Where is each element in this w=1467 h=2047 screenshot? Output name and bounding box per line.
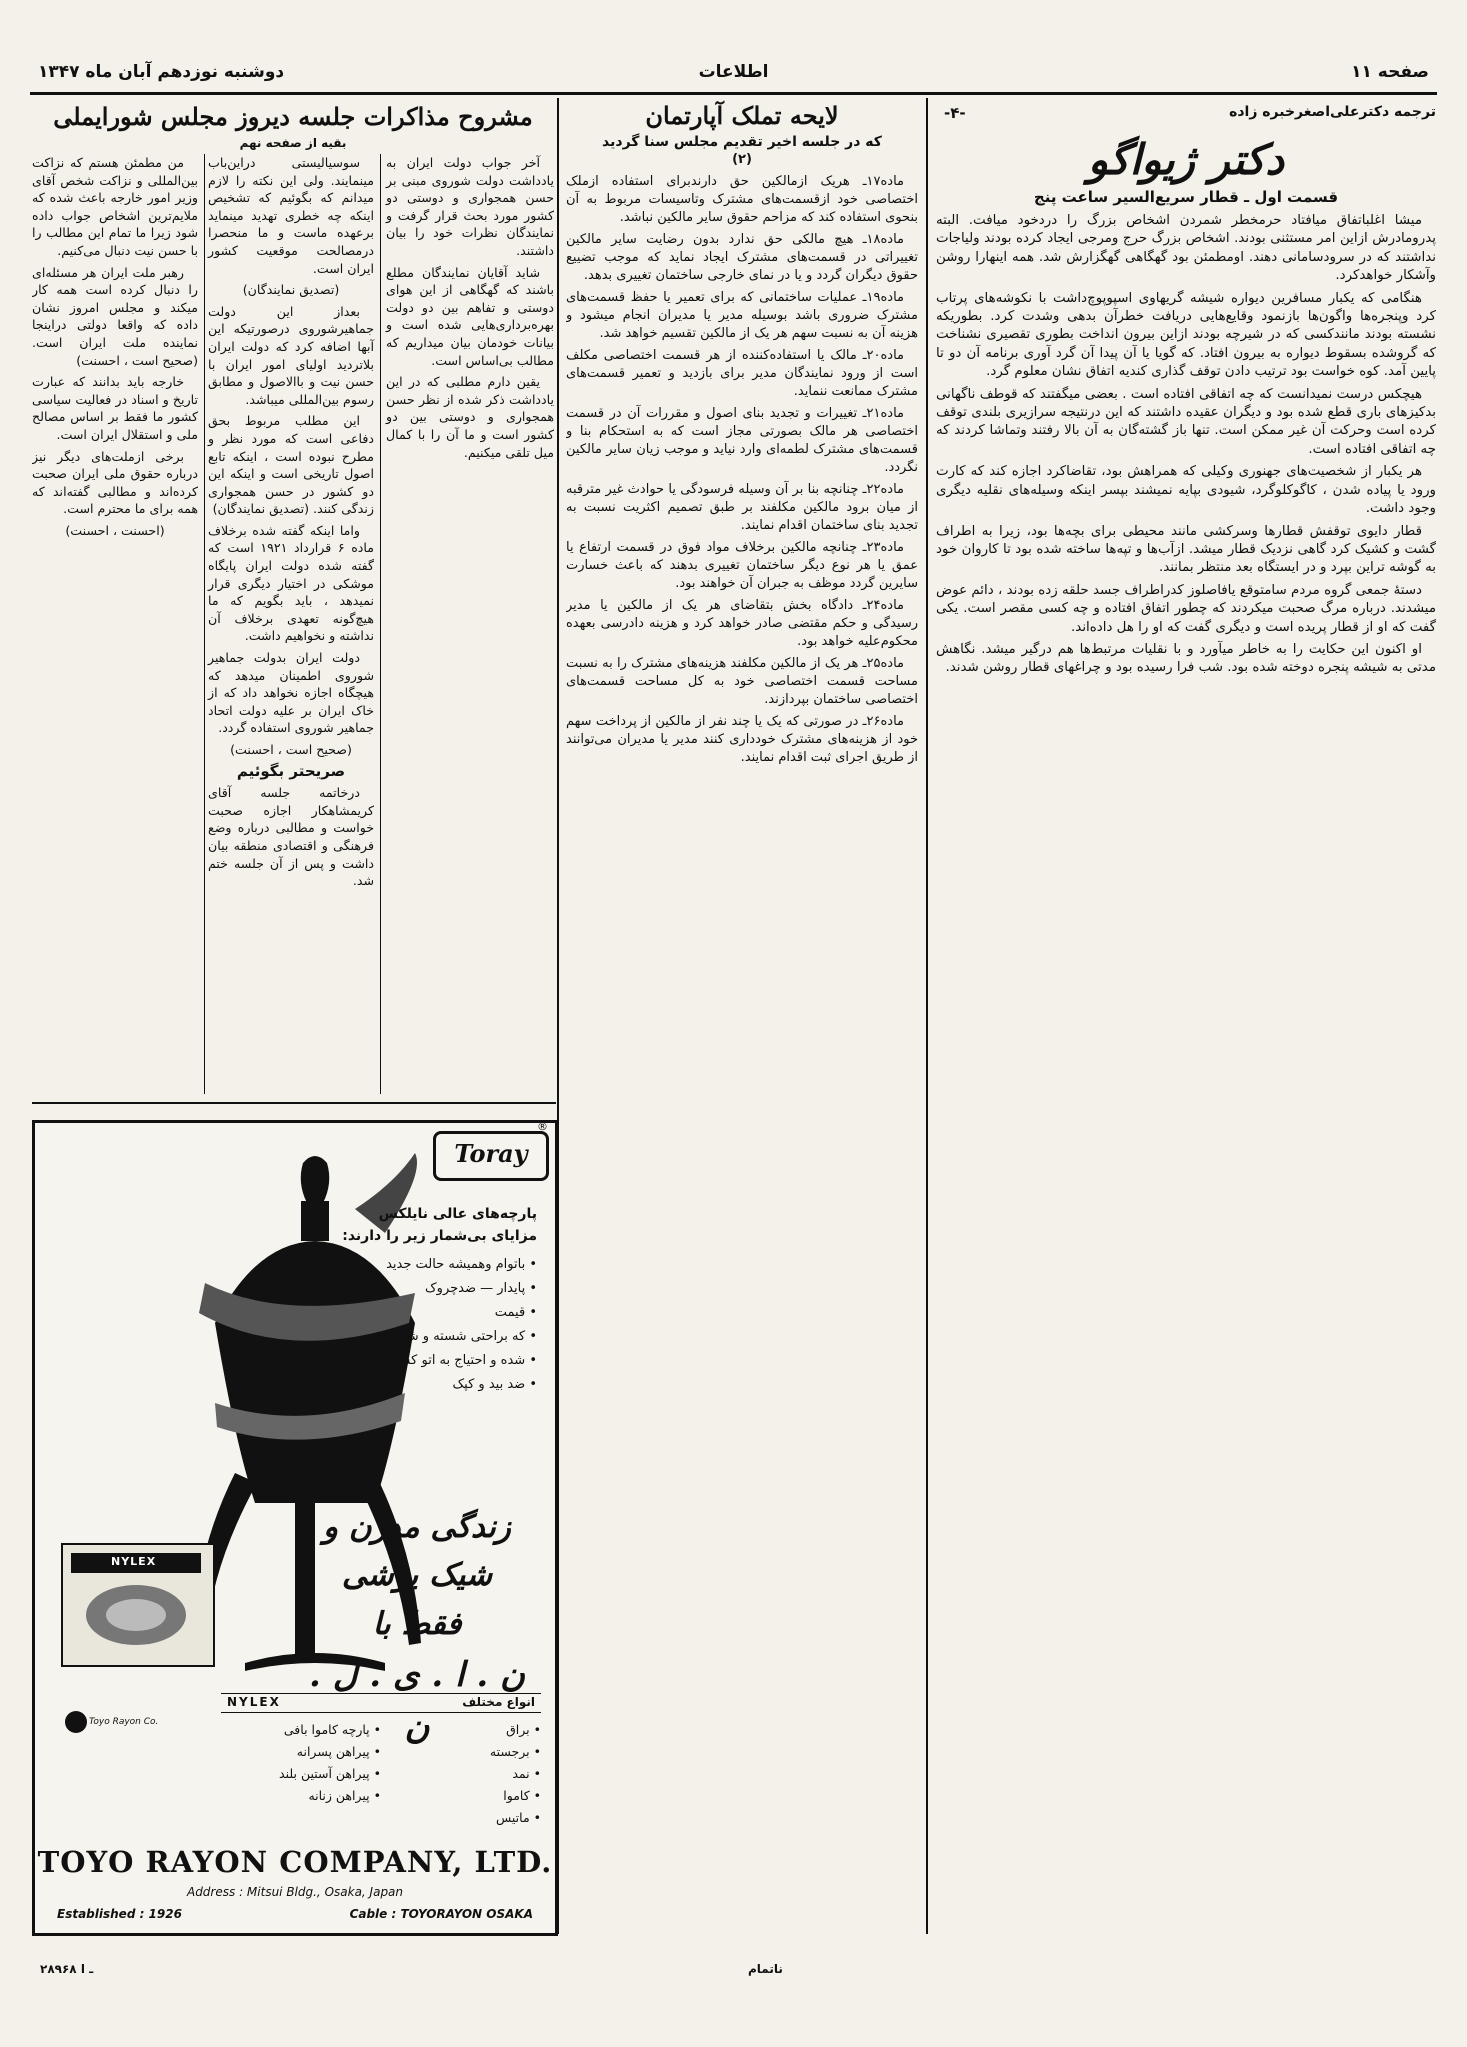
bill-column <box>566 100 918 1950</box>
type-item: • ماتیس <box>495 1810 541 1825</box>
slogan-brand: ن . ا . ی . ل . ن <box>309 1655 525 1747</box>
section-rule <box>32 1102 556 1104</box>
paragraph: شاید آقایان نمایندگان مطلع باشند که گهگاهی از این هوای دوستی و تفاهم بین دو دولت بهره‌برداری‌هایی شده است و بیانات خودمان بیان میداریم که مطالب بی‌اساس است. <box>386 264 554 368</box>
parliament-subcolumns <box>32 154 554 1094</box>
type-item: • کاموا <box>503 1788 541 1803</box>
novel-title: دکتر ژیواگو <box>1087 135 1285 184</box>
toray-advertisement <box>32 1120 558 1936</box>
product-package <box>61 1543 215 1667</box>
bill-part: (۲) <box>732 152 752 167</box>
subcolumn-rule <box>380 154 381 1094</box>
ad-slogan <box>297 1503 537 1753</box>
paragraph: هیچکس درست نمیدانست که چه اتفاقی افتاده است . بعضی میگفتند که قوطف ناگهانی بدکیزهای باری قطع شده بود و دیگران عقیده داشتند که این درنتیجه سرازیری بلندی توقف کرده است وحرکت آن غیر ممکن است. تنها باز گشته‌گان به آن بالا رفتند وتماشا کردند که چه اتفاقی افتاده است. <box>936 386 1436 457</box>
type-item: • برجسته <box>489 1744 541 1759</box>
bill-body <box>566 173 918 767</box>
package-label: NYLEX <box>111 1555 157 1568</box>
benefits-list <box>337 1203 537 1397</box>
novel-column <box>936 100 1436 1950</box>
paragraph: درخاتمه جلسه آقای کریمشاهکار اجازه صحبت خواست و مطالبی درباره وضع فرهنگی و اقتصادی منطقه بیان داشت و پس از آن جلسه ختم شد. <box>208 785 374 889</box>
brand-logo-box <box>433 1120 549 1181</box>
type-item: • براق <box>506 1722 541 1737</box>
established-year: Established : 1926 <box>57 1907 182 1921</box>
parliament-subcolumn-left <box>32 154 198 543</box>
company-address: Address : Mitsui Bldg., Osaka, Japan <box>186 1885 404 1899</box>
article: ماده۲۶ـ در صورتی که یک یا چند نفر از مالکین از پرداخت سهم خود از هزینه‌های مشترک خودداری کنند مدیر یا مدیران می‌توانند از طریق اجرای ثبت اقدام نمایند. <box>566 714 918 765</box>
bill-subtitle: که در جلسه اخیر تقدیم مجلس سنا گردید <box>602 134 882 150</box>
benefit-item: • پایدار — ضدچروک <box>425 1281 537 1296</box>
benefit-item: • باتوام وهمیشه حالت جدید <box>386 1257 537 1272</box>
type-item: • نمد <box>512 1766 541 1781</box>
continued-marker: ناتمام <box>748 1962 783 1976</box>
paragraph: او اکنون این حکایت را به خاطر میآورد و با نقلیات مرتبط‌ها هم درگیر میشد. نگاهش مدتی به شیشه پنجره دوخته شده بود. شب فرا رسیده بود و چراغهای قطار روشن شدند. <box>936 641 1436 676</box>
types-heading <box>221 1693 541 1713</box>
article: ماده۲۲ـ چنانچه بنا بر آن وسیله فرسودگی یا حوادث غیر مترقبه از میان برود مالکین مکلفند بر طبق تصمیم اکثریت نسبت به تجدید بنای ساختمان اقدام نمایند. <box>566 482 918 533</box>
article: ماده۲۱ـ تغییرات و تجدید بنای اصول و مقررات آن در قسمت اختصاصی هر مالک بصورتی مجاز است که به استحکام بنا و قسمت‌های مشترک لطمه‌ای وارد نیاید و موجب زیان سایر مالکین نگردد. <box>566 406 918 475</box>
article: ماده۱۷ـ هریک ازمالکین حق دارندبرای استفاده ازملک اختصاصی خود ازقسمت‌های مشترک وتاسیسات مربوط به آن بنحوی استفاده کند که مزاحم حقوق سایر مالکین نباشد. <box>566 174 918 225</box>
interjection: (تصدیق نمایندگان) <box>242 282 340 298</box>
subcolumn-rule <box>204 154 205 1094</box>
maker-name: Toyo Rayon Co. <box>89 1717 159 1727</box>
paragraph: سوسیالیستی دراین‌باب مینمایند. ولی این نکته را لازم میدانم که بگوئیم که تشخیص اینکه چه خطری تهدید مینماید برعهده ماست و ما منحصرا درمصالحت موقعیت کشور ایران است. <box>208 155 374 276</box>
article: ماده۱۹ـ عملیات ساختمانی که برای تعمیر یا حفظ قسمت‌های مشترک ضروری باشد بوسیله مدیر یا مدیران انجام میشود و هزینه آن به نسبت سهم هر یک از مالکین تقسیم خواهد شد. <box>566 290 918 341</box>
types-brand: NYLEX <box>227 1695 281 1709</box>
paragraph: رهبر ملت ایران هر مسئله‌ای را دنبال کرده است همه کار میکند و مجلس امروز نشان داده که واقعا دولتی دراینجا نماینده ملت ایران است. (صحیح است ، احسنت) <box>32 264 198 368</box>
type-item: • پیراهن آستین بلند <box>279 1766 381 1781</box>
subheading: صریحتر بگوئیم <box>236 761 346 780</box>
paragraph: دستهٔ جمعی گروه مردم سامتوقع یافاصلوز کدراطراف جسد حلقه زده بودند ، دائم عوض میشدند. درباره مرگ صحبت میکردند که چطور اتفاق افتاده و چه کسی مقصر است. یکی گفت که او از قطار پریده است و دیگری گفت که او را هل داده‌اند. <box>936 582 1436 635</box>
paragraph: هر یکبار از شخصیت‌های جهنوری وکیلی که همراهش بود، تقاضاکرد اجازه کند که کارت ورود یا پیاده شدن ، کاگوکلوگرد، شیودی بپایه نمیشند بپسر اینکه وسیله‌های نقلیه دیگری وجود داشت. <box>936 464 1436 517</box>
paragraph: من مطمئن هستم که نزاکت بین‌المللی و نزاکت شخص آقای وزیر امور خارجه باعث شده که ملایم‌ترین اشخاص جواب داده شود زیرا ما تمام این مطالب را با حسن نیت دنبال می‌کنیم. <box>32 155 198 258</box>
maker-logo <box>65 1711 87 1733</box>
benefit-item: • قیمت <box>494 1305 537 1320</box>
ad-reference-number: ۲۸۹۶۸ ـ ا <box>40 1962 94 1976</box>
types-list <box>225 1719 541 1839</box>
novel-credits <box>936 100 1436 134</box>
paragraph: برخی ازملت‌های دیگر نیز درباره حقوق ملی ایران صحبت کرده‌اند و مطالبی گفته‌اند که همه برای ما محترم است. <box>32 448 198 517</box>
parliament-subcolumn-middle <box>208 154 374 894</box>
registered-mark: ® <box>537 1120 548 1133</box>
paragraph: یقین دارم مطلبی که در این یادداشت ذکر شده از نظر حسن همجواری و دوستی بین دو کشور است و ما آن را با کمال میل تلقی میکنیم. <box>386 374 554 460</box>
slogan-line: فقط با <box>372 1606 462 1642</box>
paragraph: خارجه باید بدانند که عبارت تاریخ و اسناد در فعالیت سیاسی کشور ما فقط بر اساس مصالح ملی و استقلال ایران است. <box>32 374 198 442</box>
cable-address: Cable : TOYORAYON OSAKA <box>349 1907 533 1921</box>
slogan-line: زندگی مدرن و شیک پوشی <box>323 1509 511 1593</box>
installment-number: -۴- <box>944 104 966 122</box>
paragraph: آخر جواب دولت ایران به یادداشت دولت شوروی مبنی بر حسن همجواری و دوستی دو کشور مورد بحث قرار گرفت و نمایندگان نظرات خود را بیان داشتند. <box>386 155 554 258</box>
article: ماده۱۸ـ هیچ مالکی حق ندارد بدون رضایت سایر مالکین تغییراتی در قسمت‌های مشترک ایجاد نماید که موجب تضییع حقوق دیگران گردد و یا در نمای خارجی ساختمان تغییری بدهد. <box>566 232 918 283</box>
company-name: TOYO RAYON COMPANY, LTD. <box>37 1845 553 1879</box>
novel-body <box>936 212 1436 678</box>
type-item: • پیراهن پسرانه <box>296 1744 381 1759</box>
page-header <box>30 56 1437 95</box>
translator-credit: ترجمه دکترعلی‌اصغرخبره زاده <box>1229 104 1436 120</box>
article: ماده۲۴ـ دادگاه بخش بتقاضای هر یک از مالکین یا مدیر رسیدگی و حکم مقتضی صادر خواهد کرد و هزینه دادرسی بعهده محکوم‌علیه خواهد بود. <box>566 598 918 649</box>
type-item: • پارچه کاموا بافی <box>283 1722 381 1737</box>
paragraph: بعداز این دولت جماهیرشوروی درصورتیکه این آبها اضافه کرد که دولت ایران بلاتردید اولیای امور ایران با حسن نیت و باالاصول و مطابق رسوم بین‌المللی میباشد. <box>208 303 374 407</box>
paragraph: میشا اغلباتفاق میافتاد حرمخطر شمردن اشخاص بزرگ را دردخود میافت. البته پدرومادرش ازاین امر مستثنی بودند. اشخاص بزرگ حرج ومرجی ایجاد کرده بودند ولیاجات نداشتند که در سرودسامانی دهند. اومطمئن بود گهگاهی گهگزارش شد. همه اینهارا روشن وآشکار خواهدکرد. <box>936 213 1436 284</box>
novel-subtitle: قسمت اول ـ قطار سریع‌السیر ساعت پنج <box>1033 188 1339 206</box>
parliament-column <box>32 100 554 1100</box>
article: ماده۲۳ـ چنانچه مالکین برخلاف مواد فوق در قسمت ارتفاع یا عمق یا هر نوع دیگر ساختمان تغییری بدهند که باعث خسارت سایرین گردد موظف به جبران آن خواهند بود. <box>566 540 918 591</box>
types-title: انواع مختلف <box>462 1695 535 1709</box>
interjection: (صحیح است ، احسنت) <box>230 742 352 757</box>
benefits-title: پارچه‌های عالی نایلکس مزایای بی‌شمار زیر را دارند: <box>342 1206 537 1244</box>
benefit-item: • که براحتی شسته و شستشو <box>373 1329 537 1344</box>
article: ماده۲۵ـ هر یک از مالکین مکلفند هزینه‌های مشترک را به نسبت مساحت قسمت اختصاصی خود به کل مساحت قسمت‌های اختصاصی ساختمان بپردازند. <box>566 656 918 707</box>
paragraph: این مطلب مربوط بحق دفاعی است که مورد نظر و مطرح نبوده است ، اینکه تابع اصول تاریخی است و اینکه این دو کشور در حسن همجواری زندگی کنند. (تصدیق نمایندگان) <box>208 413 374 517</box>
paragraph: واما اینکه گفته شده برخلاف ماده ۶ قرارداد ۱۹۲۱ است که گفته شده دولت ایران پایگاه موشکی در اختیار دیگری قرار نمیدهد ، باید بگویم که ما هیچ‌گونه تعهدی برخلاف آن نداشته و نخواهیم داشت. <box>208 522 375 644</box>
brand-logo: Toray <box>454 1139 528 1168</box>
parliament-title: مشروح مذاکرات جلسه دیروز مجلس شورایملی <box>53 102 533 131</box>
article: ماده۲۰ـ مالک یا استفاده‌کننده از هر قسمت اختصاصی مکلف است از ورود نمایندگان مدیر برای بازدید و تعمیر قسمت‌های مشترک ممانعت ننماید. <box>566 348 918 399</box>
paragraph: هنگامی که یکبار مسافرین دیواره شیشه گریهاوی اسپوپوچ‌داشت با نکوشه‌های پرتاب کرد وپنجره‌ها واگون‌ها بازنمود وقایع‌هایی دریافت خطرآن بدهی وشدت کرد. بطوریکه نشسته بودند مانندکسی که در شیرچه بودند ازاین بیرون انداخت بطوری تقصیری نشناخت که گروشده بسقوط دیواره به بیرون افتاد. که گویا یا آن پیدا آن گرد آوری برنامه آن دو تا پایین آمد. کوه خواست بود ترتیب دادن توقف گذاری کندیه اتفاق نشان معلوم گرد. <box>936 290 1436 380</box>
interjection: (احسنت ، احسنت) <box>65 522 165 538</box>
newspaper-name: اطلاعات <box>698 62 769 82</box>
continued-note: بقیه از صفحه نهم <box>239 136 347 150</box>
bill-title: لایحه تملک آپارتمان <box>645 101 839 130</box>
type-item: • پیراهن زنانه <box>308 1788 381 1803</box>
benefit-item: • ضد بید و کپک <box>452 1377 537 1392</box>
paragraph: قطار دایوی توقفش قطارها وسرکشی مانند محیطی برای بچه‌ها بود، زیرا به اطراف گشت و کشیک کرد گاهی نزدیک قطار میشد. ازآب‌ها و تپه‌ها ساخته شده بود تا کاروان خود به گوشه تراین بپرد و در ایستگاه بعد منتظر بمانند. <box>936 523 1436 576</box>
benefit-item: • شده و احتیاج به اتو کشیدن ندارد <box>349 1353 537 1368</box>
issue-date: دوشنبه نوزدهم آبان ماه ۱۳۴۷ <box>38 62 285 82</box>
paragraph: دولت ایران بدولت جماهیر شوروی اطمینان میدهد که هیچگاه اجازه نخواهد داد که از خاک ایران بر علیه دولت اتحاد جماهیر شوروی استفاده گردد. <box>208 650 374 736</box>
page-number: صفحه ۱۱ <box>1351 62 1429 82</box>
parliament-subcolumn-right <box>386 154 554 465</box>
column-rule <box>926 98 928 1934</box>
